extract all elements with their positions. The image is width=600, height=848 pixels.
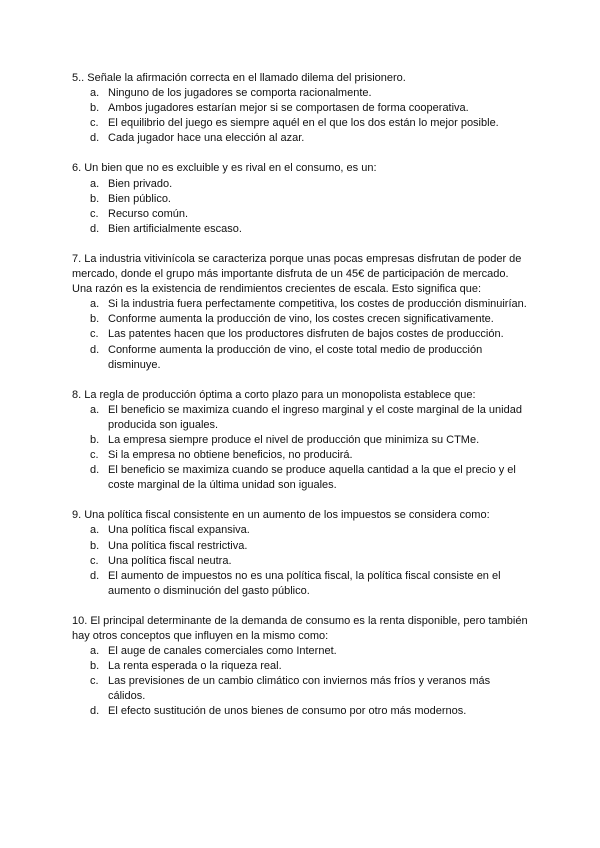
option-text: El aumento de impuestos no es una política fiscal, la política fiscal consiste en el aumento o disminución del gasto público. [108, 569, 501, 597]
option-letter: a. [90, 645, 100, 658]
option-6-c [72, 207, 530, 222]
option-8-d [72, 463, 530, 493]
option-letter: a. [90, 177, 100, 190]
option-text: Ninguno de los jugadores se comporta racionalmente. [108, 87, 372, 100]
option-letter: a. [90, 403, 100, 416]
option-5-c [72, 116, 530, 131]
question-stem: 5.. Señale la afirmación correcta en el llamado dilema del prisionero. [72, 72, 406, 84]
option-letter: d. [90, 569, 100, 582]
option-letter: c. [90, 207, 99, 220]
question-stem: 10. El principal determinante de la demanda de consumo es la renta disponible, pero también hay otros conceptos que influyen en la mismo como: [72, 614, 528, 642]
option-text: El efecto sustitución de unos bienes de consumo por otro más modernos. [108, 705, 467, 718]
option-text: Bien privado. [108, 177, 173, 190]
option-letter: d. [90, 132, 100, 145]
option-9-c [72, 554, 530, 569]
option-text: El beneficio se maximiza cuando el ingreso marginal y el coste marginal de la unidad producida son iguales. [108, 403, 522, 431]
option-text: Cada jugador hace una elección al azar. [108, 132, 305, 145]
option-6-d [72, 222, 530, 237]
option-text: Una política fiscal expansiva. [108, 524, 250, 537]
option-letter: b. [90, 102, 100, 115]
option-10-c [72, 674, 530, 704]
option-8-b [72, 433, 530, 448]
question-5 [72, 71, 530, 146]
option-letter: c. [90, 675, 99, 688]
option-letter: d. [90, 222, 100, 235]
option-5-b [72, 101, 530, 116]
option-10-b [72, 659, 530, 674]
option-7-a [72, 297, 530, 312]
option-text: Conforme aumenta la producción de vino, los costes crecen significativamente. [108, 313, 494, 326]
option-text: Ambos jugadores estarían mejor si se comportasen de forma cooperativa. [108, 102, 469, 115]
question-9 [72, 508, 530, 599]
option-letter: d. [90, 464, 100, 477]
question-list [72, 71, 530, 720]
option-text: El auge de canales comerciales como Internet. [108, 645, 337, 658]
option-letter: c. [90, 554, 99, 567]
option-list [72, 523, 530, 598]
question-6 [72, 161, 530, 236]
option-list [72, 297, 530, 372]
option-letter: b. [90, 313, 100, 326]
option-letter: a. [90, 87, 100, 100]
option-7-c [72, 327, 530, 342]
option-10-d [72, 704, 530, 719]
option-letter: d. [90, 705, 100, 718]
option-list [72, 644, 530, 719]
option-text: Si la industria fuera perfectamente competitiva, los costes de producción disminuirían. [108, 298, 527, 311]
option-text: Recurso común. [108, 207, 189, 220]
option-text: Si la empresa no obtiene beneficios, no producirá. [108, 449, 353, 462]
option-8-a [72, 403, 530, 433]
option-9-a [72, 523, 530, 538]
option-letter: a. [90, 524, 100, 537]
option-text: Las previsiones de un cambio climático con inviernos más fríos y veranos más cálidos. [108, 675, 491, 703]
question-stem: 7. La industria vitivinícola se caracteriza porque unas pocas empresas disfrutan de poder de mercado, donde el grupo más importante disfruta de un 45€ de participación de mercado. Una razón es la existencia de rendimientos crecientes de escala. Esto significa que: [72, 252, 522, 296]
question-8 [72, 388, 530, 494]
option-text: La renta esperada o la riqueza real. [108, 660, 282, 673]
question-10 [72, 614, 530, 720]
option-text: Bien artificialmente escaso. [108, 222, 242, 235]
option-letter: d. [90, 343, 100, 356]
option-letter: b. [90, 660, 100, 673]
option-text: La empresa siempre produce el nivel de producción que minimiza su CTMe. [108, 433, 480, 446]
option-7-d [72, 343, 530, 373]
option-6-b [72, 192, 530, 207]
option-10-a [72, 644, 530, 659]
question-stem: 9. Una política fiscal consistente en un aumento de los impuestos se considera como: [72, 509, 490, 522]
option-text: El equilibrio del juego es siempre aquél en el que los dos están lo mejor posible. [108, 117, 499, 130]
option-5-a [72, 86, 530, 101]
option-letter: b. [90, 539, 100, 552]
option-letter: c. [90, 328, 99, 341]
question-stem: 8. La regla de producción óptima a corto plazo para un monopolista establece que: [72, 388, 476, 401]
option-list [72, 177, 530, 237]
option-text: Una política fiscal restrictiva. [108, 539, 248, 552]
option-9-d [72, 569, 530, 599]
option-letter: b. [90, 192, 100, 205]
option-5-d [72, 131, 530, 146]
option-letter: c. [90, 117, 99, 130]
option-text: Conforme aumenta la producción de vino, el coste total medio de producción disminuye. [108, 343, 483, 371]
option-text: Una política fiscal neutra. [108, 554, 232, 567]
option-text: Las patentes hacen que los productores disfruten de bajos costes de producción. [108, 328, 504, 341]
option-list [72, 403, 530, 494]
option-list [72, 86, 530, 146]
option-letter: a. [90, 298, 100, 311]
question-7 [72, 252, 530, 373]
option-letter: c. [90, 449, 99, 462]
option-9-b [72, 539, 530, 554]
option-6-a [72, 177, 530, 192]
option-text: Bien público. [108, 192, 171, 205]
option-7-b [72, 312, 530, 327]
option-8-c [72, 448, 530, 463]
option-text: El beneficio se maximiza cuando se produce aquella cantidad a la que el precio y el coste marginal de la última unidad son iguales. [108, 464, 516, 492]
option-letter: b. [90, 433, 100, 446]
question-stem: 6. Un bien que no es excluible y es rival en el consumo, es un: [72, 162, 377, 175]
